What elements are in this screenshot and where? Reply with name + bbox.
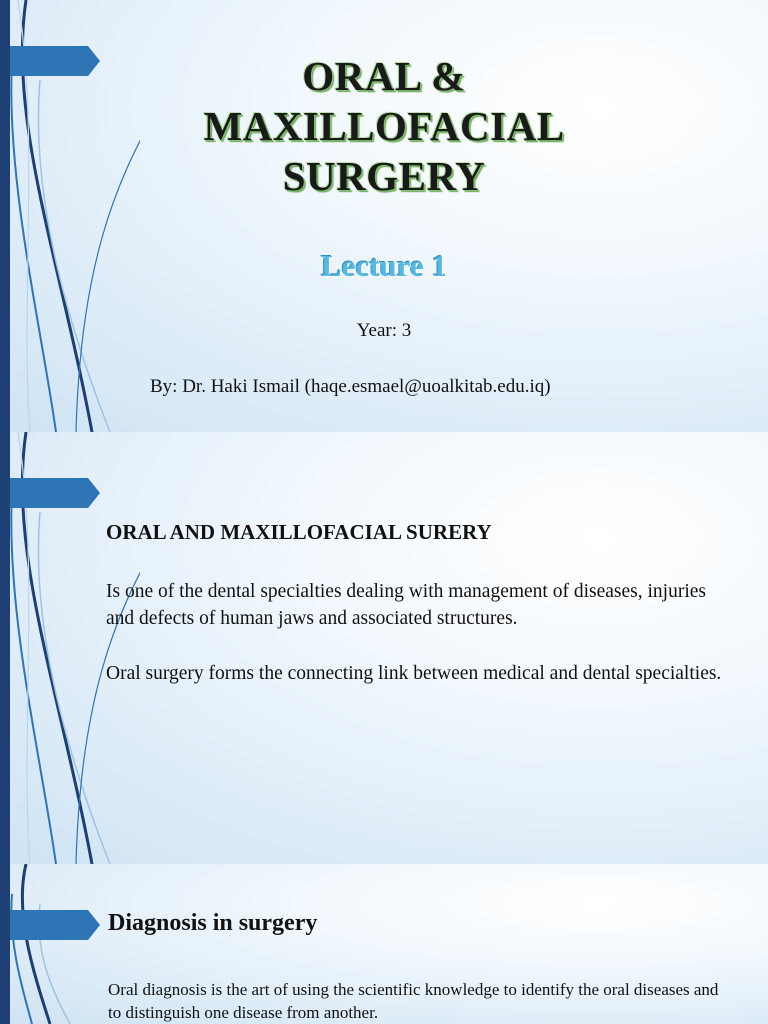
slide-definition bbox=[0, 432, 768, 864]
section-heading: ORAL AND MAXILLOFACIAL SURERY bbox=[106, 520, 492, 544]
main-title bbox=[0, 53, 768, 206]
slide-diagnosis bbox=[0, 864, 768, 1024]
slide-tab-icon bbox=[10, 478, 100, 508]
year-label: Year: 3 bbox=[356, 320, 412, 341]
author-line: By: Dr. Haki Ismail (haqe.esmael@uoalkitab.edu.iq) bbox=[150, 376, 551, 397]
main-title-line: ORAL & bbox=[302, 53, 466, 99]
slide-title bbox=[0, 0, 768, 432]
slide-tab-icon bbox=[10, 910, 100, 940]
definition-paragraph: Is one of the dental specialties dealing with management of diseases, injuries and defects of human jaws and associated structures. bbox=[106, 581, 706, 629]
main-title-line: MAXILLOFACIAL bbox=[203, 103, 565, 149]
section-heading: Diagnosis in surgery bbox=[108, 910, 318, 936]
diagnosis-paragraph: Oral diagnosis is the art of using the scientific knowledge to identify the oral diseases and to distinguish one disease from another. bbox=[108, 980, 719, 1022]
link-paragraph: Oral surgery forms the connecting link between medical and dental specialties. bbox=[106, 663, 722, 684]
lecture-subtitle: Lecture 1 bbox=[321, 248, 447, 283]
main-title-line: SURGERY bbox=[282, 153, 486, 199]
